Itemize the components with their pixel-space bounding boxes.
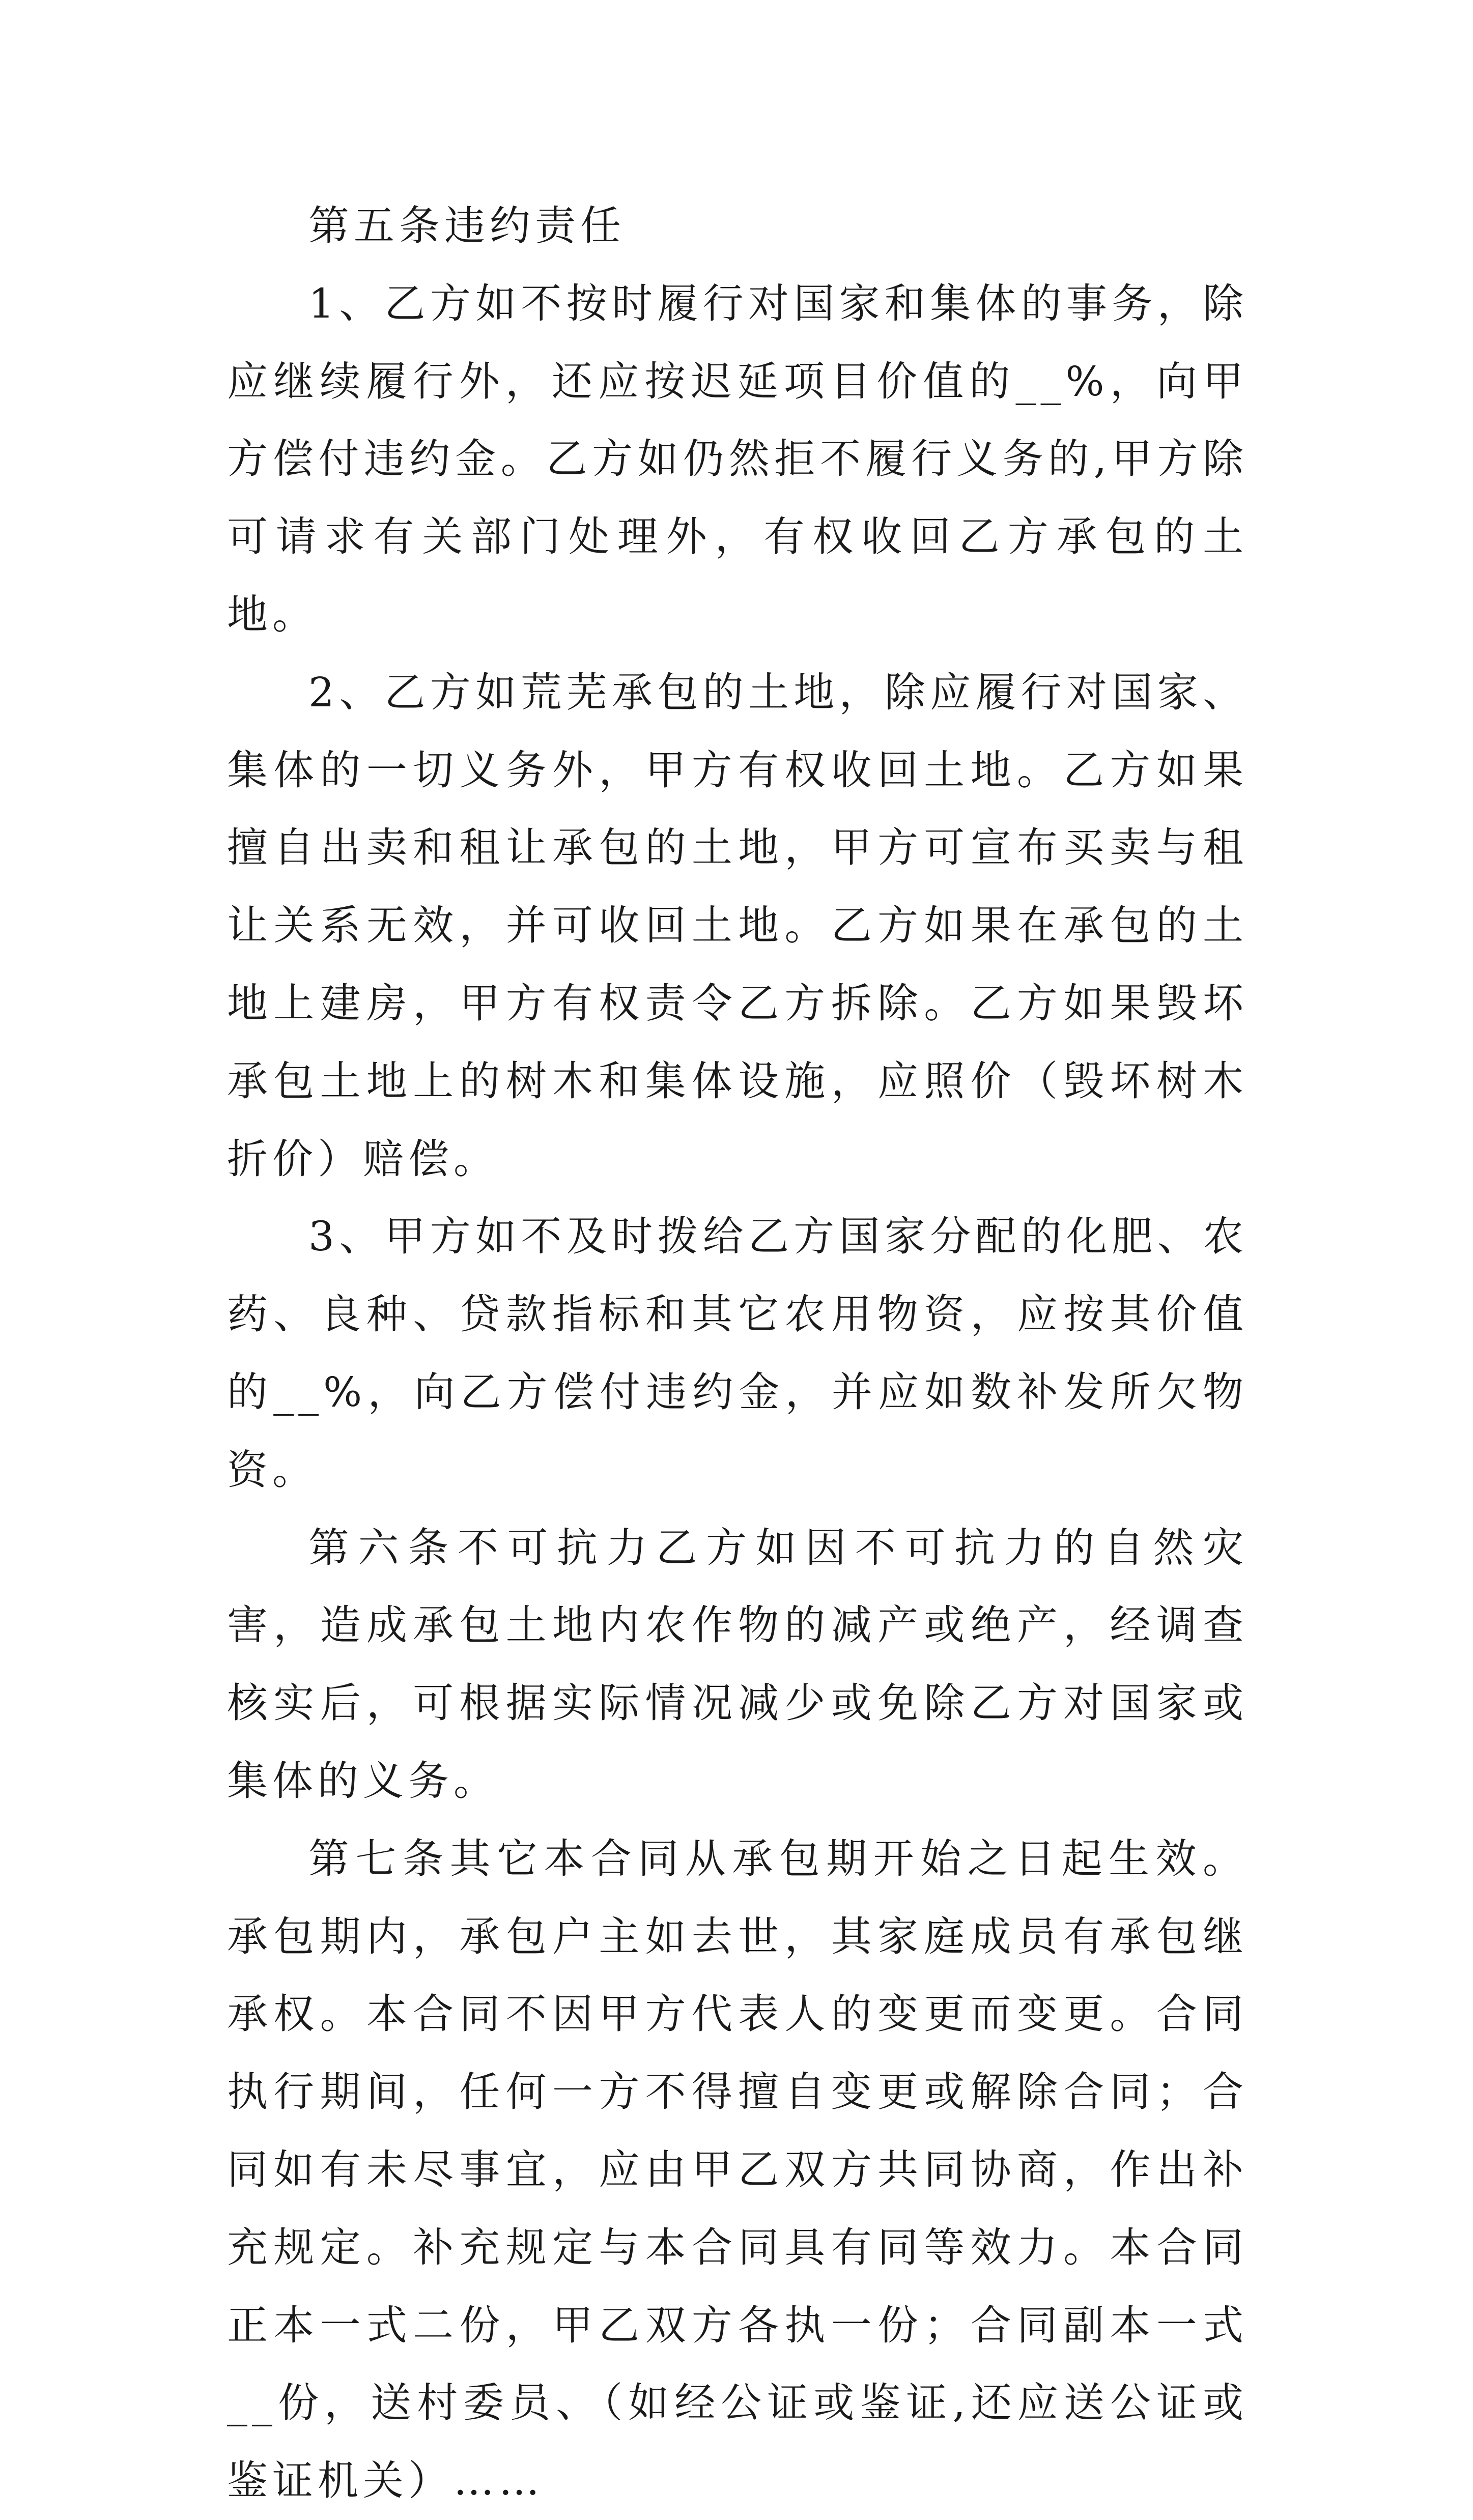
article-5-clause-1: 1、乙方如不按时履行对国家和集体的事务，除应继续履行外，还应按迟延项目价值的__%，向甲方偿付违约金。乙方如仍然拒不履行义务的,甲方除可请求有关部门处理外，有权收回乙方承包的土地。: [227, 279, 1248, 638]
article-5-heading: 第五条违约责任: [308, 202, 626, 249]
document-body: [227, 187, 1248, 2520]
article-6-force-majeure: 第六条不可抗力乙方如因不可抗力的自然灾害，造成承包土地内农作物的减产或绝产，经调查核实后，可根据实际情况减少或免除乙方对国家或集体的义务。: [227, 1524, 1248, 1805]
article-5-clause-2: 2、乙方如荒芜承包的土地，除应履行对国家、集体的一切义务外，甲方有权收回土地。乙方如果擅自出卖和租让承包的土地，甲方可宣布买卖与租让关系无效，并可收回土地。乙方如果在承包的土地上建房，甲方有权责令乙方拆除。乙方如果毁坏承包土地上的树木和集体设施，应照价（毁坏树木折价）赔偿。: [227, 668, 1248, 1183]
article-7-miscellaneous: 第七条其它本合同从承包期开始之日起生效。承包期内，承包户主如去世，其家庭成员有承包继承权。本合同不因甲方代表人的变更而变更。合同执行期间，任何一方不得擅自变更或解除合同；合同如有未尽事宜，应由甲乙双方共同协商，作出补充规定。补充规定与本合同具有同等效力。本合同正本一式二份，甲乙双方各执一份；合同副本一式__份，送村委员、（如经公证或鉴证,还应送公证或鉴证机关）……: [227, 1835, 1248, 2505]
article-5-clause-3: 3、甲方如不及时拨给乙方国家分配的化肥、农药、良种、贷款指标和其它农用物资，应按其价值的__%，向乙方偿付违约金，并应如数补发所欠物资。: [227, 1213, 1248, 1494]
